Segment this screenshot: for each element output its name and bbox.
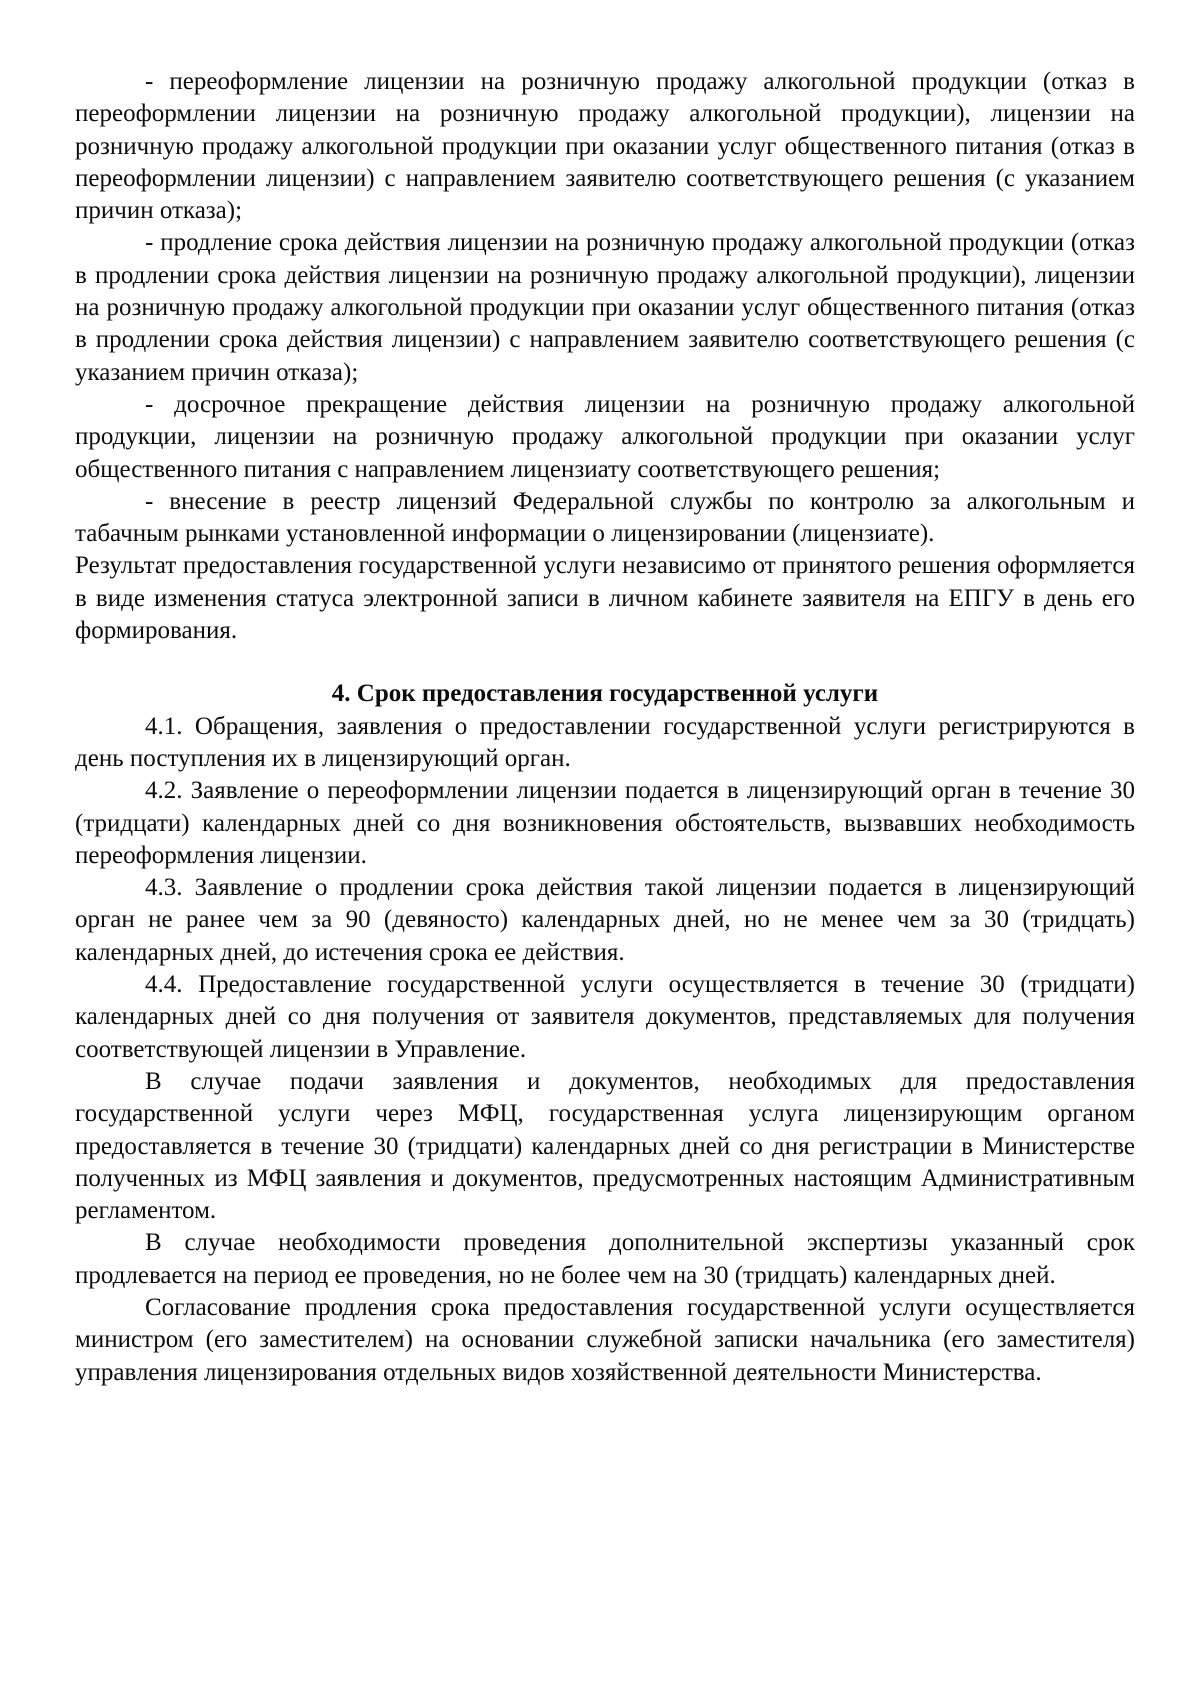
paragraph-service-result: Результат предоставления государственной услуги независимо от принятого решения оформляется в виде изменения статуса электронной записи в личном кабинете заявителя на ЕПГУ в день его формирования. — [75, 552, 1135, 645]
paragraph-reissue-license: - переоформление лицензии на розничную продажу алкогольной продукции (отказ в переоформлении лицензии на розничную продажу алкогольной продукции), лицензии на розничную продажу алкогольной продукции при оказании услуг общественного питания (отказ в переоформлении лицензии) с направлением заявителю соответствующего решения (с указанием причин отказа); — [75, 68, 1135, 225]
paragraph-4-2: 4.2. Заявление о переоформлении лицензии подается в лицензирующий орган в течение 30 (тридцати) календарных дней со дня возникновения обстоятельств, вызвавших необходимость переоформления лицензии. — [75, 777, 1135, 869]
paragraph-4-3: 4.3. Заявление о продлении срока действия такой лицензии подается в лицензирующий орган не ранее чем за 90 (девяносто) календарных дней, но не менее чем за 30 (тридцать) календарных дней, до истечения срока ее действия. — [75, 874, 1135, 966]
paragraph-registry-entry: - внесение в реестр лицензий Федеральной службы по контролю за алкогольным и табачным рынками установленной информации о лицензировании (лицензиате). — [75, 487, 1135, 548]
paragraph-4-1: 4.1. Обращения, заявления о предоставлении государственной услуги регистрируются в день поступления их в лицензирующий орган. — [75, 712, 1135, 772]
paragraph-4-4: 4.4. Предоставление государственной услуги осуществляется в течение 30 (тридцати) календарных дней со дня получения от заявителя документов, представляемых для получения соответствующей лицензии в Управление. — [75, 971, 1135, 1063]
paragraph-extension-approval: Согласование продления срока предоставления государственной услуги осуществляется министром (его заместителем) на основании служебной записки начальника (его заместителя) управления лицензирования отдельных видов хозяйственной деятельности Министерства. — [75, 1293, 1135, 1386]
paragraph-mfc-submission: В случае подачи заявления и документов, необходимых для предоставления государственной услуги через МФЦ, государственная услуга лицензирующим органом предоставляется в течение 30 (тридцати) календарных дней со дня регистрации в Министерстве полученных из МФЦ заявления и документов, предусмотренных настоящим Административным регламентом. — [75, 1067, 1135, 1225]
paragraph-extend-license: - продление срока действия лицензии на розничную продажу алкогольной продукции (отказ в продлении срока действия лицензии на розничную продажу алкогольной продукции), лицензии на розничную продажу алкогольной продукции при оказании услуг общественного питания (отказ в продлении срока действия лицензии) с направлением заявителю соответствующего решения (с указанием причин отказа); — [75, 229, 1135, 386]
paragraph-terminate-license: - досрочное прекращение действия лицензии на розничную продажу алкогольной продукции, лицензии на розничную продажу алкогольной продукции при оказании услуг общественного питания с направлением лицензиату соответствующего решения; — [75, 390, 1135, 483]
paragraph-expertise-extension: В случае необходимости проведения дополнительной экспертизы указанный срок продлевается на период ее проведения, но не более чем на 30 (тридцать) календарных дней. — [75, 1229, 1135, 1289]
section-heading: 4. Срок предоставления государственной услуги — [331, 680, 879, 708]
